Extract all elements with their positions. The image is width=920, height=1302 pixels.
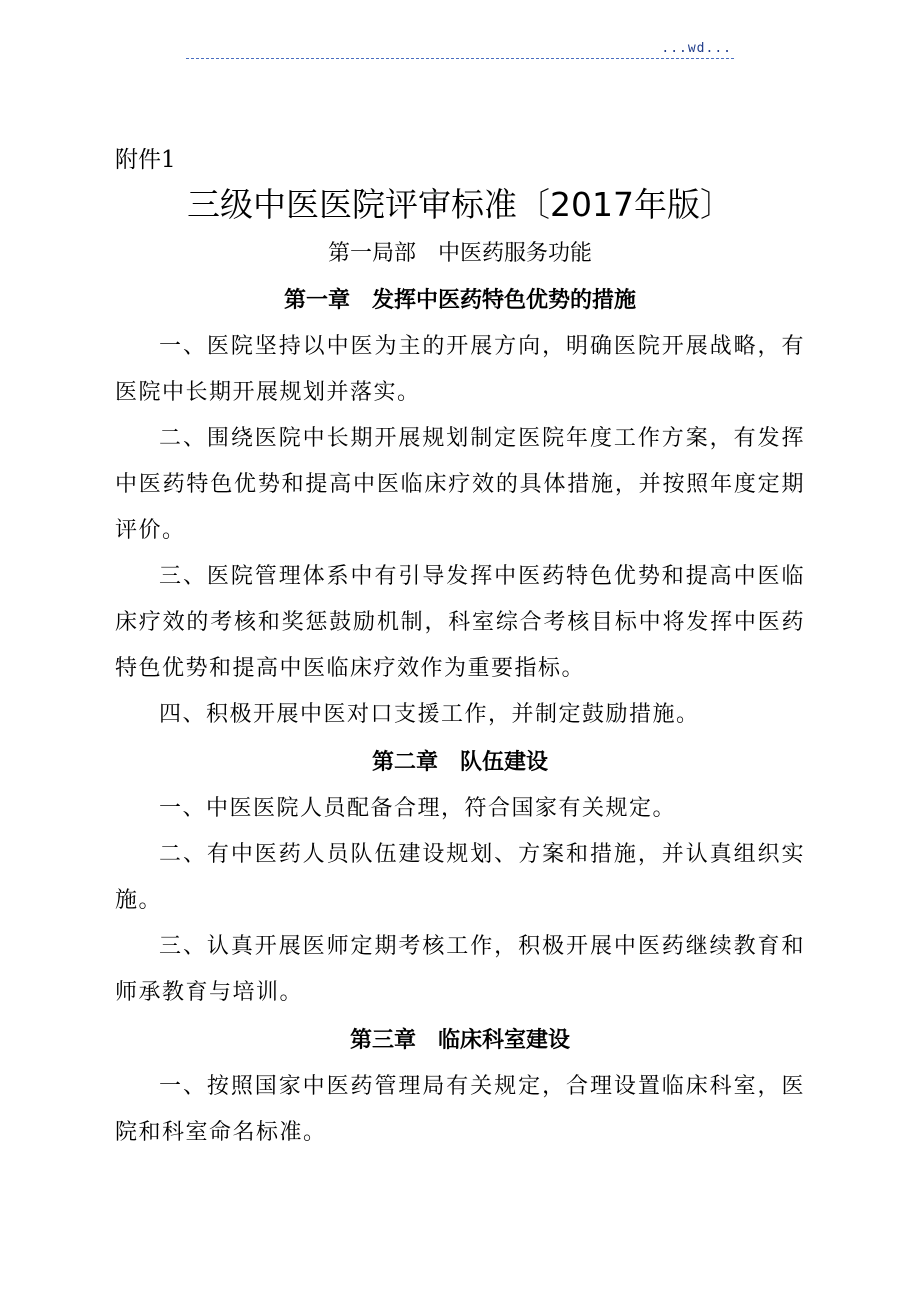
paragraph: 三、医院管理体系中有引导发挥中医药特色优势和提高中医临床疗效的考核和奖惩鼓励机制，科室综合考核目标中将发挥中医药特色优势和提高中医临床疗效作为重要指标。 xyxy=(115,564,805,681)
header-mark: ...wd... xyxy=(661,41,732,56)
chapter-1 xyxy=(115,276,805,738)
paragraph: 三、认真开展医师定期考核工作，积极开展中医药继续教育和师承教育与培训。 xyxy=(115,934,805,1005)
document-title: 三级中医医院评审标准〔2017年版〕 xyxy=(187,185,733,224)
header-dashed-rule xyxy=(186,58,734,59)
chapter-title: 第三章 临床科室建设 xyxy=(349,1027,570,1053)
chapter-title: 第一章 发挥中医药特色优势的措施 xyxy=(283,287,636,313)
attachment-label: 附件1 xyxy=(115,147,176,173)
paragraph: 一、中医医院人员配备合理，符合国家有关规定。 xyxy=(159,796,677,821)
chapter-3 xyxy=(115,1016,805,1156)
paragraph: 二、有中医药人员队伍建设规划、方案和措施，并认真组织实施。 xyxy=(115,842,805,913)
paragraph: 四、积极开展中医对口支援工作，并制定鼓励措施。 xyxy=(159,702,700,727)
paragraph: 一、按照国家中医药管理局有关规定，合理设置临床科室，医院和科室命名标准。 xyxy=(115,1074,805,1145)
paragraph: 二、围绕医院中长期开展规划制定医院年度工作方案，有发挥中医药特色优势和提高中医临床疗效的具体措施，并按照年度定期评价。 xyxy=(115,426,805,543)
chapter-2 xyxy=(115,738,805,1016)
chapter-title: 第二章 队伍建设 xyxy=(371,749,548,775)
document-body xyxy=(115,140,805,1156)
part-title: 第一局部 中医药服务功能 xyxy=(327,241,592,266)
paragraph: 一、医院坚持以中医为主的开展方向，明确医院开展战略，有医院中长期开展规划并落实。 xyxy=(115,334,805,405)
